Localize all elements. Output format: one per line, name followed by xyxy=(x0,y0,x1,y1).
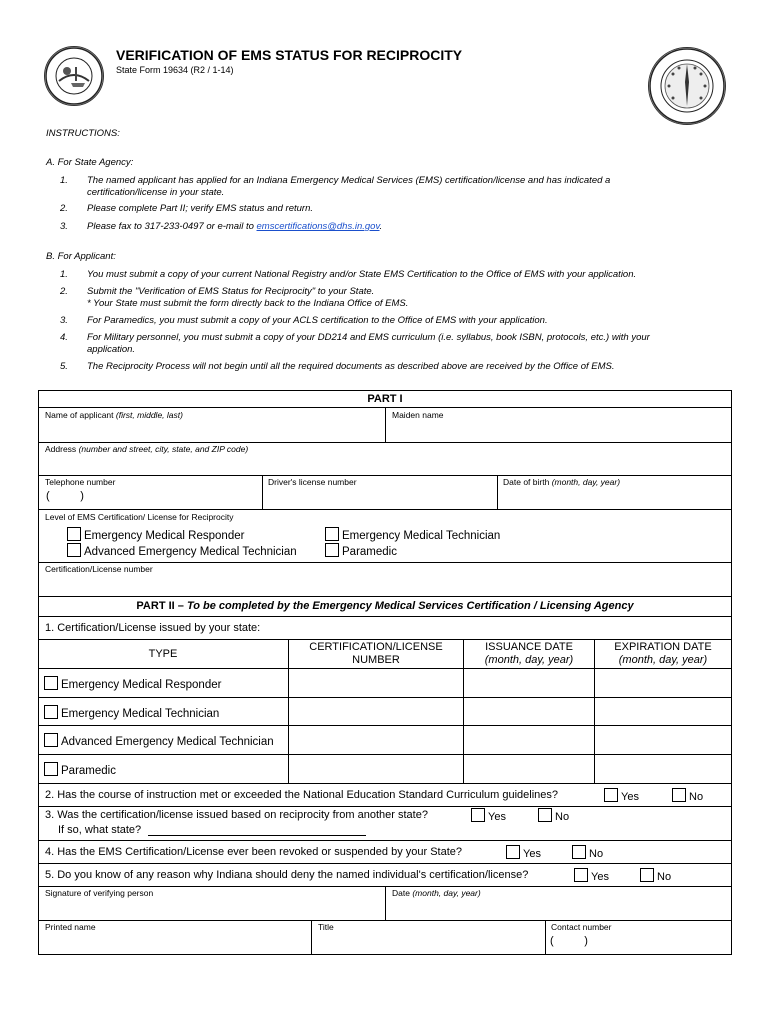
form-rule xyxy=(38,754,732,755)
item-number: 2. xyxy=(60,203,68,214)
certification-number-field[interactable] xyxy=(45,564,725,594)
date-of-birth-label: Date of birth xyxy=(503,477,550,487)
printed-name-label: Printed name xyxy=(45,922,96,932)
verification-date-hint: (month, day, year) xyxy=(412,888,481,898)
instructions-heading: INSTRUCTIONS: xyxy=(46,128,120,139)
level-option-label: Emergency Medical Technician xyxy=(342,530,501,542)
checkbox[interactable] xyxy=(67,543,81,557)
item-text: Submit the "Verification of EMS Status for Reciprocity" to your State. xyxy=(87,286,375,297)
form-rule xyxy=(38,697,732,698)
item-text: You must submit a copy of your current National Registry and/or State EMS Certification to the Office of EMS with your application. xyxy=(87,269,637,280)
item-number: 1. xyxy=(60,175,68,186)
level-option-emt[interactable] xyxy=(325,527,500,542)
question-3: 3. Was the certification/license issued based on reciprocity from another state? xyxy=(45,809,428,821)
level-option-paramedic[interactable] xyxy=(325,543,397,558)
telephone-area-code: ( ) xyxy=(46,490,84,502)
question-5: 5. Do you know of any reason why Indiana should deny the named individual's certification/license? xyxy=(45,869,529,881)
checkbox[interactable] xyxy=(604,788,618,802)
certification-level-label: Level of EMS Certification/ License for Reciprocity xyxy=(45,512,234,522)
level-option-emr[interactable] xyxy=(67,527,244,542)
item-text: For Paramedics, you must submit a copy of your ACLS certification to the Office of EMS with your application. xyxy=(87,315,548,326)
item-text: For Military personnel, you must submit a copy of your DD214 and EMS curriculum (i.e. syllabus, book ISBN, protocols, etc.) with your xyxy=(87,332,650,343)
form-rule xyxy=(38,840,732,841)
part-1-title: PART I xyxy=(367,393,403,405)
q2-no-option[interactable] xyxy=(672,788,703,803)
applicant-name-hint: (first, middle, last) xyxy=(115,410,183,420)
checkbox[interactable] xyxy=(640,868,654,882)
maiden-name-field[interactable] xyxy=(392,410,728,440)
drivers-license-field[interactable] xyxy=(268,477,493,507)
address-field[interactable] xyxy=(45,444,725,473)
type-row-aemt[interactable] xyxy=(44,733,274,748)
question-1: 1. Certification/License issued by your state: xyxy=(45,622,261,634)
telephone-label: Telephone number xyxy=(45,477,116,487)
yes-label: Yes xyxy=(621,791,639,803)
form-rule xyxy=(38,562,732,563)
no-label: No xyxy=(657,871,672,883)
item-number: 3. xyxy=(60,315,68,326)
item-text: The Reciprocity Process will not begin until all the required documents as described above are received by the Office of EMS. xyxy=(87,361,615,372)
item-text-cont: certification/license in your state. xyxy=(87,187,225,198)
item-number: 5. xyxy=(60,361,68,372)
checkbox[interactable] xyxy=(325,527,339,541)
level-option-aemt[interactable] xyxy=(67,543,297,558)
printed-name-field[interactable] xyxy=(45,922,307,952)
item-text-end: . xyxy=(379,221,383,232)
state-agency-heading: A. For State Agency: xyxy=(46,157,134,168)
yes-label: Yes xyxy=(591,871,609,883)
question-3-follow-up: If so, what state? xyxy=(58,824,142,836)
column-number-line-1: CERTIFICATION/LICENSE xyxy=(309,641,443,653)
form-rule xyxy=(38,616,732,617)
checkbox[interactable] xyxy=(325,543,339,557)
contact-number-label: Contact number xyxy=(551,922,612,932)
no-label: No xyxy=(589,848,604,860)
type-label: Emergency Medical Technician xyxy=(61,708,220,720)
form-rule xyxy=(38,509,732,510)
checkbox[interactable] xyxy=(67,527,81,541)
column-issuance-header xyxy=(464,641,594,667)
date-of-birth-field[interactable] xyxy=(503,477,728,507)
item-text-cont: application. xyxy=(87,344,136,355)
level-option-label: Emergency Medical Responder xyxy=(84,530,245,542)
q4-yes-option[interactable] xyxy=(506,845,541,860)
level-option-label: Paramedic xyxy=(342,546,397,558)
verification-date-field[interactable] xyxy=(392,888,728,918)
q5-no-option[interactable] xyxy=(640,868,671,883)
homeland-security-seal-icon xyxy=(648,47,726,125)
type-row-paramedic[interactable] xyxy=(44,762,116,777)
applicant-name-label: Name of applicant xyxy=(45,410,114,420)
email-link[interactable]: emscertifications@dhs.in.gov xyxy=(256,221,380,232)
no-label: No xyxy=(555,811,570,823)
signature-label: Signature of verifying person xyxy=(45,888,154,898)
type-label: Advanced Emergency Medical Technician xyxy=(61,736,274,748)
form-divider xyxy=(497,475,498,509)
type-row-emr[interactable] xyxy=(44,676,221,691)
q3-no-option[interactable] xyxy=(538,808,569,823)
date-of-birth-hint: (month, day, year) xyxy=(551,477,621,487)
address-label: Address xyxy=(45,444,77,454)
yes-label: Yes xyxy=(488,811,506,823)
yes-label: Yes xyxy=(523,848,541,860)
column-expiration-line-2: (month, day, year) xyxy=(618,654,708,666)
checkbox[interactable] xyxy=(672,788,686,802)
checkbox[interactable] xyxy=(572,845,586,859)
item-number: 3. xyxy=(60,221,68,232)
item-number: 2. xyxy=(60,286,68,297)
title-label: Title xyxy=(318,922,334,932)
form-divider xyxy=(545,920,546,954)
form-rule xyxy=(38,596,732,597)
form-divider xyxy=(262,475,263,509)
column-type-header: TYPE xyxy=(148,648,178,660)
form-rule xyxy=(38,783,732,784)
title-field[interactable] xyxy=(318,922,542,952)
drivers-license-label: Driver's license number xyxy=(268,477,357,487)
type-row-emt[interactable] xyxy=(44,705,219,720)
form-rule xyxy=(38,442,732,443)
item-text: Please fax to 317-233-0497 or e-mail to xyxy=(87,221,257,232)
form-number: State Form 19634 (R2 / 1-14) xyxy=(116,65,234,75)
column-number-header xyxy=(289,641,463,667)
checkbox[interactable] xyxy=(471,808,485,822)
type-label: Emergency Medical Responder xyxy=(61,679,222,691)
applicant-name-field[interactable] xyxy=(45,410,381,440)
item-number: 4. xyxy=(60,332,68,343)
no-label: No xyxy=(689,791,704,803)
form-divider xyxy=(385,407,386,442)
signature-field[interactable] xyxy=(45,888,381,918)
checkbox[interactable] xyxy=(44,733,58,747)
checkbox[interactable] xyxy=(44,676,58,690)
form-divider xyxy=(311,920,312,954)
q2-yes-option[interactable] xyxy=(604,788,639,803)
form-rule xyxy=(38,806,732,807)
column-issuance-line-1: ISSUANCE DATE xyxy=(485,641,573,653)
contact-area-code: ( ) xyxy=(550,935,588,947)
item-text: The named applicant has applied for an Indiana Emergency Medical Services (EMS) certification/license and has indicated a xyxy=(87,175,611,186)
checkbox[interactable] xyxy=(538,808,552,822)
form-rule xyxy=(38,390,732,391)
form-rule xyxy=(38,863,732,864)
form-rule xyxy=(38,668,732,669)
q4-no-option[interactable] xyxy=(572,845,603,860)
question-2: 2. Has the course of instruction met or exceeded the National Education Standard Curriculum guidelines? xyxy=(45,789,559,801)
column-expiration-line-1: EXPIRATION DATE xyxy=(614,641,712,653)
verification-date-label: Date xyxy=(392,888,410,898)
applicant-heading: B. For Applicant: xyxy=(46,251,116,262)
column-expiration-header xyxy=(595,641,731,667)
q5-yes-option[interactable] xyxy=(574,868,609,883)
column-issuance-line-2: (month, day, year) xyxy=(484,654,574,666)
q3-yes-option[interactable] xyxy=(471,808,506,823)
part-2-title-italic: To be completed by the Emergency Medical Services Certification / Licensing Agency xyxy=(186,600,634,612)
form-title: VERIFICATION OF EMS STATUS FOR RECIPROCITY xyxy=(116,47,463,63)
question-4: 4. Has the EMS Certification/License ever been revoked or suspended by your State? xyxy=(45,846,463,858)
part-2-title-bold: PART II – xyxy=(136,600,187,612)
checkbox[interactable] xyxy=(44,705,58,719)
column-number-line-2: NUMBER xyxy=(352,654,400,666)
part-2-title xyxy=(38,600,732,612)
checkbox[interactable] xyxy=(574,868,588,882)
item-text-cont: * Your State must submit the form directly back to the Indiana Office of EMS. xyxy=(87,298,409,309)
item-number: 1. xyxy=(60,269,68,280)
checkbox[interactable] xyxy=(506,845,520,859)
checkbox[interactable] xyxy=(44,762,58,776)
reciprocity-state-input[interactable] xyxy=(148,835,366,836)
address-hint: (number and street, city, state, and ZIP code) xyxy=(78,444,249,454)
maiden-name-label: Maiden name xyxy=(392,410,444,420)
form-rule xyxy=(38,639,732,640)
form-rule xyxy=(38,920,732,921)
certification-number-label: Certification/License number xyxy=(45,564,153,574)
form-rule xyxy=(38,725,732,726)
form-divider xyxy=(385,886,386,920)
form-rule xyxy=(38,475,732,476)
item-text: Please complete Part II; verify EMS status and return. xyxy=(87,203,313,214)
form-rule xyxy=(38,954,732,955)
level-option-label: Advanced Emergency Medical Technician xyxy=(84,546,297,558)
type-label: Paramedic xyxy=(61,765,116,777)
indiana-state-seal-icon xyxy=(44,46,104,106)
